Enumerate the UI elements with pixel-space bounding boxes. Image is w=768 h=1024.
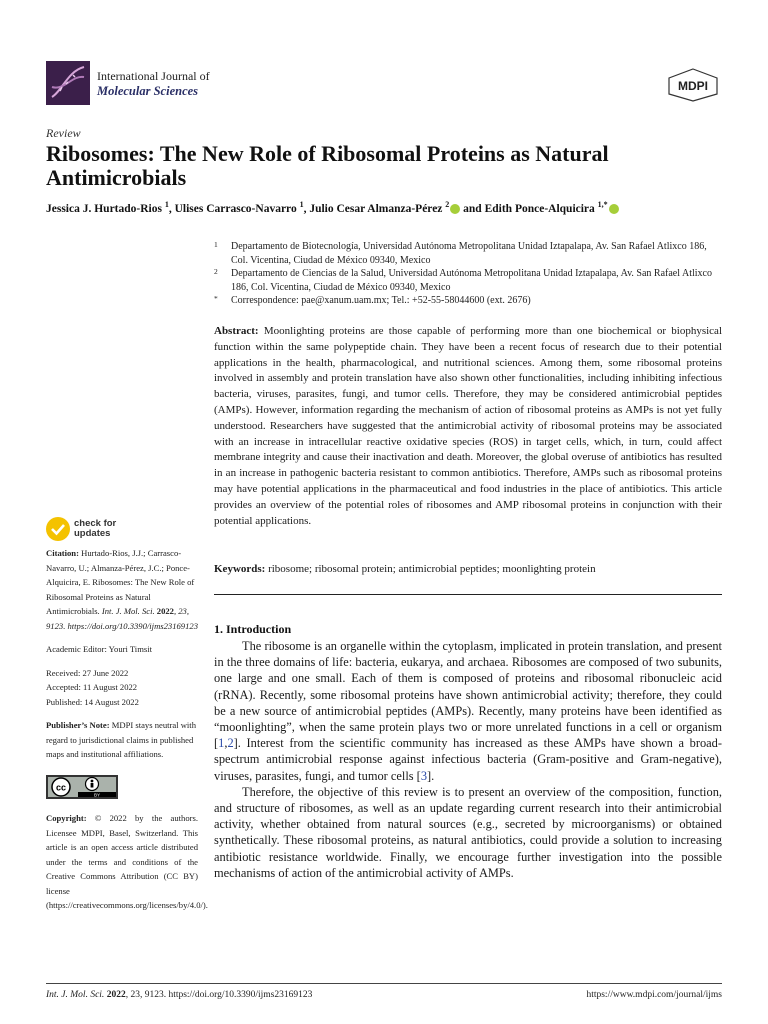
journal-name-line1: International Journal of [97,69,210,83]
keywords-label: Keywords: [214,563,266,575]
footer-journal-url[interactable]: https://www.mdpi.com/journal/ijms [586,990,722,1000]
intro-body [214,638,722,881]
copyright-label: Copyright: [46,813,87,823]
mdpi-logo [666,68,720,102]
journal-name-line2: Molecular Sciences [97,84,199,98]
intro-text: ]. Interest from the scientific community has increased as these AMPs have shown a broad-spectrum antimicrobial response against infectious bacteria (Gram-positive and Gram-negative), viruses, parasites, fungi, and tumor cells [ [214,736,722,783]
dna-helix-icon [46,61,90,105]
svg-text:cc: cc [55,782,67,792]
orcid-icon[interactable] [609,204,619,214]
citation [46,546,198,633]
author-list [46,200,746,215]
check-updates-line1: check for [74,518,117,529]
author-separator: and [460,202,485,215]
date-published: Published: 14 August 2022 [46,696,139,707]
citation-text: Hurtado-Rios, J.J.; Carrasco-Navarro, U.; Almanza-Pérez, J.C.; Ponce-Alquicira, E. Ribosomes: The New Role of Ribosomal Proteins as Natural Antimicrobials. [46,548,195,616]
author-affiliation-marker: 1 [299,200,304,209]
footer-citation [46,990,312,1000]
intro-paragraph-2: Therefore, the objective of this review is to present an overview of the composition, function, and structure of ribosomes, as well as an update regarding current research into their antimicrobial activity, whether obtained from natural sources (e.g., secreted by microorganisms) or obtained synthetically. These ribosomal proteins, as natural antibiotics, could provide a solution to increasing antibiotic resistance worldwide. Finally, we encourage further investigation into the possible mechanisms of action of the antimicrobial activity of AMPs. [214,784,722,880]
affiliation-marker: 2 [214,267,218,276]
intro-text: ]. [427,768,435,783]
author-name: Edith Ponce-Alquicira [484,202,595,215]
keywords-text: ribosome; ribosomal protein; antimicrobial peptides; moonlighting protein [268,563,596,575]
reference-link-2[interactable]: 2 [227,736,234,751]
citation-label: Citation: [46,548,79,558]
section-heading: 1. Introduction [214,622,292,636]
affiliation-marker: 1 [214,240,218,249]
affiliation-text: Departamento de Biotecnología, Universidad Autónoma Metropolitana Unidad Iztapalapa, Av. San Rafael Atlixco 186, Col. Vicentina, Ciudad de México 09340, Mexico [231,241,707,266]
affiliation-text: Departamento de Ciencias de la Salud, Universidad Autónoma Metropolitana Unidad Iztapalapa, Av. San Rafael Atlixco 186, Col. Vicentina, Ciudad de México 09340, Mexico [231,268,712,293]
copyright-text: © 2022 by the authors. Licensee MDPI, Basel, Switzerland. This article is an open access article distributed under the terms and conditions of the Creative Commons Attribution (CC BY) license (https://creativecommons.org/licenses/by/4.0/). [46,813,208,910]
date-received: Received: 27 June 2022 [46,667,129,678]
orcid-icon[interactable] [450,204,460,214]
divider [214,594,722,595]
intro-text: The ribosome is an organelle within the cytoplasm, implicated in protein translation, and present in the three domains of life: bacteria, eukarya, and archaea. Ribosomes are composed of two subunits, one large and one small. Each of them is composed of proteins and ribosomal ribonucleic acid (rRNA). Recently, some ribosomal proteins have shown antimicrobial activity; therefore, they could be a new source of antimicrobial peptides (AMPs). Recently, many proteins have been identified as “moonlighting”, when the same protein plays two or more unrelated functions in a cell or organism [ [214,639,722,751]
footer-year: 2022 [106,990,126,1000]
author-name: Jessica J. Hurtado-Rios [46,202,162,215]
author-separator: , [303,202,310,215]
footer-divider [46,983,722,984]
check-for-updates-button[interactable] [46,517,166,545]
article-title: Ribosomes: The New Role of Ribosomal Proteins as Natural Antimicrobials [46,141,609,190]
citation-year: 2022 [156,606,174,616]
ref-separator: , [224,736,228,751]
author-name: Julio Cesar Almanza-Pérez [309,202,443,215]
check-updates-label [74,519,116,539]
check-updates-icon [46,517,70,541]
author-separator: , [168,202,175,215]
affiliation-item [214,240,724,267]
author-affiliation-marker: 2 [445,200,450,209]
citation-rest: , 23, 9123. https://doi.org/10.3390/ijms23169123 [46,606,198,631]
publishers-note [46,718,198,762]
date-accepted: Accepted: 11 August 2022 [46,682,138,692]
cc-badge-text: BY [93,791,101,797]
academic-editor: Academic Editor: Youri Timsit [46,644,152,654]
copyright [46,811,208,913]
keywords [214,562,722,577]
author-affiliation-marker: 1 [164,200,169,209]
reference-link-1[interactable]: 1 [218,736,225,751]
article-type: Review [46,126,81,140]
affiliations [214,240,724,308]
abstract-label: Abstract: [214,325,259,337]
footer-doi[interactable]: , 23, 9123. https://doi.org/10.3390/ijms23169123 [125,990,313,1000]
check-updates-line2: updates [74,528,111,539]
cc-by-license-icon[interactable] [46,775,118,799]
citation-journal: Int. J. Mol. Sci. [101,606,155,616]
intro-paragraph-1 [214,638,722,784]
mdpi-logo-text: MDPI [678,79,708,93]
sidebar [46,546,208,913]
publishers-note-label: Publisher’s Note: [46,720,110,730]
reference-link-3[interactable]: 3 [420,768,428,783]
affiliation-item [214,294,724,308]
abstract [214,324,722,529]
journal-name [97,69,210,99]
footer-journal: Int. J. Mol. Sci. [46,990,105,1000]
affiliation-text: Correspondence: pae@xanum.uam.mx; Tel.: +52-55-58044600 (ext. 2676) [231,295,531,306]
abstract-text: Moonlighting proteins are those capable of performing more than one biochemical or biophysical function within the same polypeptide chain. They have been a recent focus of research due to their potential applications in the health, pharmacological, and nutritional sciences. Among them, some ribosomal proteins involved in assembly and protein translation have also shown other functionalities, including inhibiting infectious bacteria, viruses, parasites, fungi, and tumor cells. Therefore, they may be considered antimicrobial peptides (AMPs). However, information regarding the mechanism of action of ribosomal proteins as AMPs is not yet fully understood. Researchers have suggested that the antimicrobial activity of ribosomal proteins may be associated with an increase in intracellular reactive oxidative species (ROS) in target cells, which, in turn, could affect membrane integrity and cause their inactivation and death. Moreover, the global overuse of antibiotics has resulted in an increase in pathogenic bacteria resistant to common antibiotics. Therefore, AMPs such as ribosomal proteins may have potential applications in the pharmaceutical and food industries in the place of antibiotics. This article provides an overview of the potential roles of ribosomes and AMP ribosomal proteins in conjunction with their potential applications. [214,325,722,527]
author-affiliation-marker: 1,* [597,200,608,209]
publishers-note-text: MDPI stays neutral with regard to jurisdictional claims in published maps and institutional affiliations. [46,720,196,759]
affiliation-item [214,267,724,294]
affiliation-marker: * [214,294,218,303]
author-name: Ulises Carrasco-Navarro [174,202,297,215]
